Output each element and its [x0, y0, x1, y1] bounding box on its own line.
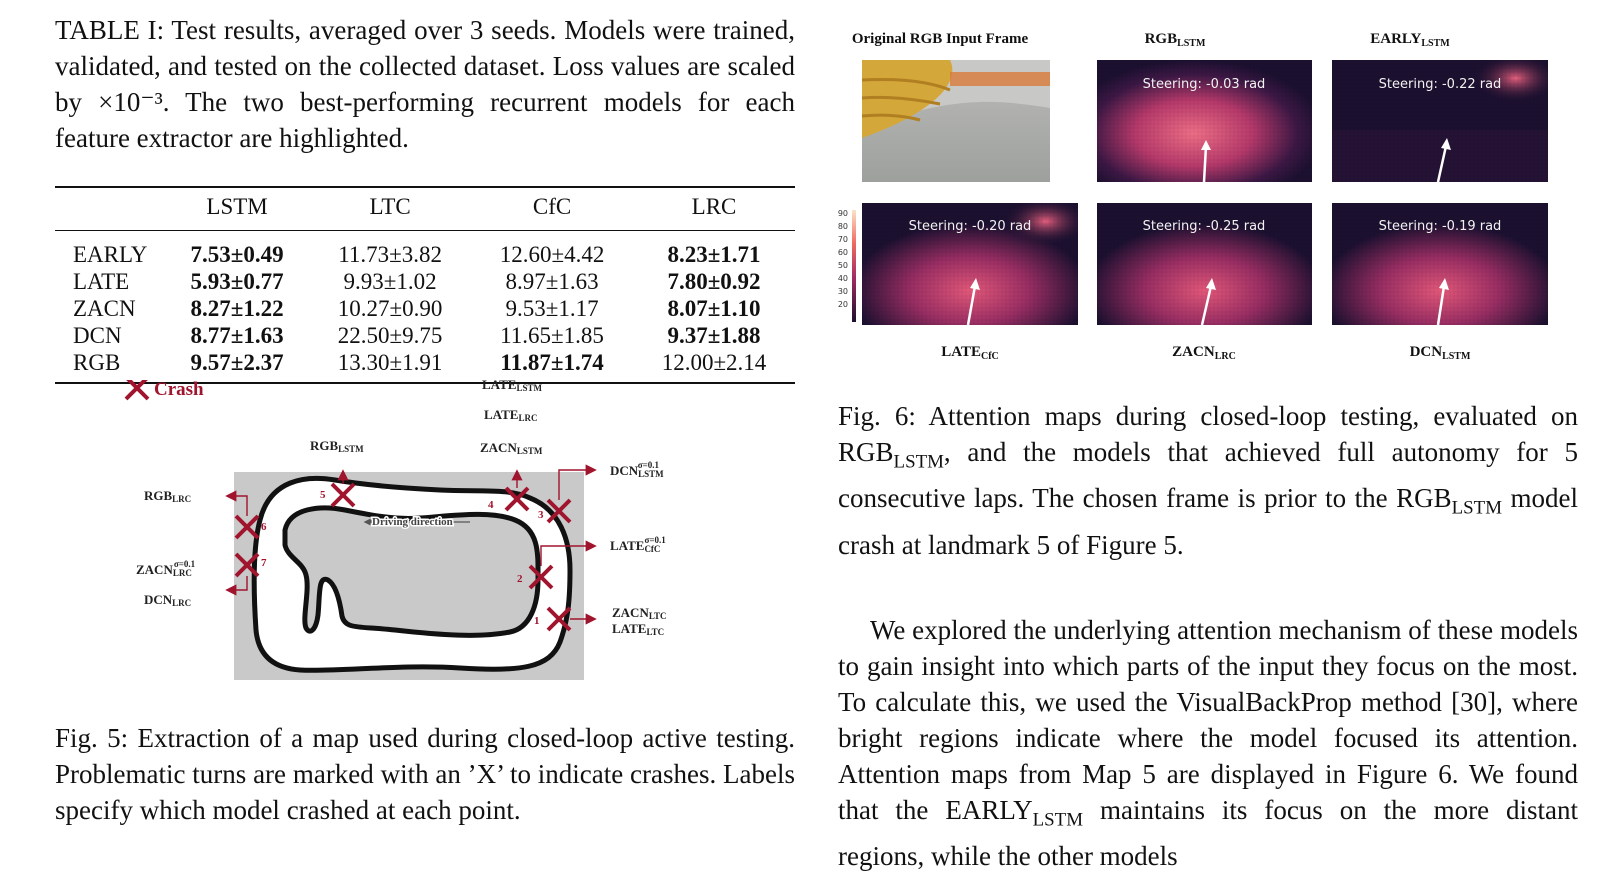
label-zacn-ltc: ZACNLTC: [612, 605, 667, 621]
row-name: ZACN: [73, 296, 136, 321]
body-paragraph: We explored the underlying attention mechanism of these models to gain insight into which parts of the input they focus on the most. To calculate this, we used the VisualBackProp method [30], where bright regions indicate where the model focused its attention. Attention maps from Map 5 are displayed in Figure 6. We found that the $EARLY_{LSTM}$ maintains its focus on the more distant regions, while the other models: [838, 615, 1579, 872]
attention-maps-figure: [830, 20, 1590, 380]
fig6-title-early-lstm: $EARLY_{LSTM}$: [1370, 31, 1450, 49]
colorbar-tick: 70: [837, 235, 848, 244]
table-row: [55, 322, 795, 349]
crash-icon: [126, 380, 148, 399]
track-map-figure: [120, 380, 720, 710]
row-name: LATE: [73, 269, 130, 294]
figure-6-caption: Fig. 6: Attention maps during closed-loop testing, evaluated on $RGB_{LSTM}$, and the models that achieved full autonomy for 5 consecutive laps. The chosen frame is prior to the $RGB_{LSTM}$ model crash at landmark 5 of Figure 5.: [838, 401, 1578, 560]
label-late-ltc: LATELTC: [612, 621, 665, 637]
colorbar: [838, 209, 856, 322]
fig6-title-late-cfc: $LATE_{CfC}$: [941, 344, 999, 362]
original-rgb-frame: [862, 60, 1050, 182]
table-row: [55, 295, 795, 322]
table-row: [55, 268, 795, 295]
attention-map-zacn-lrc: [1097, 203, 1312, 325]
table-cell: 9.57±2.37: [165, 349, 309, 383]
table-cell: 10.27±0.90: [337, 296, 443, 321]
colorbar-tick: 20: [837, 300, 848, 309]
table-cell: 11.87±1.74: [471, 349, 633, 383]
left-column: [55, 12, 795, 384]
table-cell: 9.53±1.17: [505, 296, 599, 321]
steering-label: Steering: -0.03 rad: [1142, 77, 1266, 92]
table-cell: 9.93±1.02: [343, 269, 437, 294]
results-table: [55, 186, 795, 384]
table-header-ltc: LTC: [309, 187, 471, 231]
colorbar-tick: 30: [837, 287, 848, 296]
row-name: RGB: [55, 349, 165, 383]
crash-number: 4: [488, 499, 494, 511]
table-row: [55, 349, 795, 383]
table-header-lrc: LRC: [633, 187, 795, 231]
row-name: DCN: [73, 323, 122, 348]
steering-label: Steering: -0.22 rad: [1378, 77, 1502, 92]
attention-map-rgb-lstm: [1097, 60, 1312, 182]
table-row: [55, 231, 795, 269]
crash-legend: [126, 380, 204, 400]
table-cell: 11.73±3.82: [338, 242, 442, 267]
label-dcn-lrc: DCNLRC: [144, 592, 192, 608]
crash-number: 5: [320, 489, 326, 501]
table-cell: 13.30±1.91: [309, 349, 471, 383]
table-header-row: [55, 187, 795, 231]
label-rgb-lrc: RGBLRC: [144, 488, 192, 504]
colorbar-tick: 60: [837, 248, 848, 257]
row-name: EARLY: [73, 242, 148, 267]
crash-number: 1: [534, 615, 540, 627]
attention-map-late-cfc: [862, 203, 1078, 325]
table-cell: 8.23±1.71: [667, 242, 761, 267]
table-header-blank: [55, 187, 165, 231]
figure-6-caption-block: [838, 398, 1578, 563]
label-zacn-lstm: ZACNLSTM: [480, 440, 543, 456]
attention-map-early-lstm: [1332, 60, 1548, 182]
table-cell: 8.97±1.63: [505, 269, 599, 294]
fig6-title-original: Original RGB Input Frame: [851, 31, 1029, 47]
direction-label: Driving direction: [372, 516, 453, 528]
table-cell: 8.77±1.63: [190, 323, 284, 348]
table-cell: 12.00±2.14: [633, 349, 795, 383]
steering-label: Steering: -0.25 rad: [1142, 219, 1266, 234]
table-cell: 7.80±0.92: [667, 269, 761, 294]
table-cell: 7.53±0.49: [190, 242, 284, 267]
figure-5-caption-block: [55, 720, 795, 828]
label-late-cfc: LATECfCσ=0.1: [610, 535, 666, 554]
label-dcn-lstm: DCNLSTMσ=0.1: [610, 460, 664, 479]
crash-number: 7: [261, 557, 267, 569]
table-cell: 5.93±0.77: [190, 269, 284, 294]
table-cell: 12.60±4.42: [499, 242, 605, 267]
colorbar-tick: 40: [837, 274, 848, 283]
crash-number: 2: [517, 573, 523, 585]
steering-label: Steering: -0.19 rad: [1378, 219, 1502, 234]
colorbar-tick: 90: [837, 209, 848, 218]
crash-number: 6: [261, 521, 267, 533]
crash-number: 3: [538, 509, 544, 521]
steering-label: Steering: -0.20 rad: [908, 219, 1032, 234]
table-header-cfc: CfC: [471, 187, 633, 231]
attention-map-dcn-lstm: [1332, 203, 1548, 325]
colorbar-tick: 50: [837, 261, 848, 270]
table-cell: 22.50±9.75: [337, 323, 443, 348]
fig6-title-rgb-lstm: $RGB_{LSTM}$: [1144, 31, 1206, 49]
figure-5-caption: Fig. 5: Extraction of a map used during closed-loop active testing. Problematic turns are marked with an ’X’ to indicate crashes. Labels specify which model crashed at each point.: [55, 723, 795, 825]
fig6-title-zacn-lrc: $ZACN_{LRC}$: [1172, 344, 1236, 362]
crash-legend-label: Crash: [154, 380, 204, 400]
table-cell: 9.37±1.88: [667, 323, 761, 348]
colorbar-tick: 80: [837, 222, 848, 231]
label-rgb-lstm: RGBLSTM: [310, 438, 364, 454]
table-caption: TABLE I: Test results, averaged over 3 seeds. Models were trained, validated, and tested on the collected dataset. Loss values are scaled by ×10⁻³. The two best-performing recurrent models for each feature extractor are highlighted.: [55, 15, 795, 153]
fig6-title-dcn-lstm: $DCN_{LSTM}$: [1409, 344, 1471, 362]
table-cell: 8.27±1.22: [190, 296, 284, 321]
label-late-lrc: LATELRC: [484, 407, 538, 423]
table-cell: 11.65±1.85: [500, 323, 604, 348]
label-late-lstm: LATELSTM: [482, 380, 542, 393]
label-zacn-lrc: ZACNLRCσ=0.1: [136, 559, 196, 578]
table-header-lstm: LSTM: [165, 187, 309, 231]
table-cell: 8.07±1.10: [667, 296, 761, 321]
body-paragraph-block: [838, 612, 1578, 874]
